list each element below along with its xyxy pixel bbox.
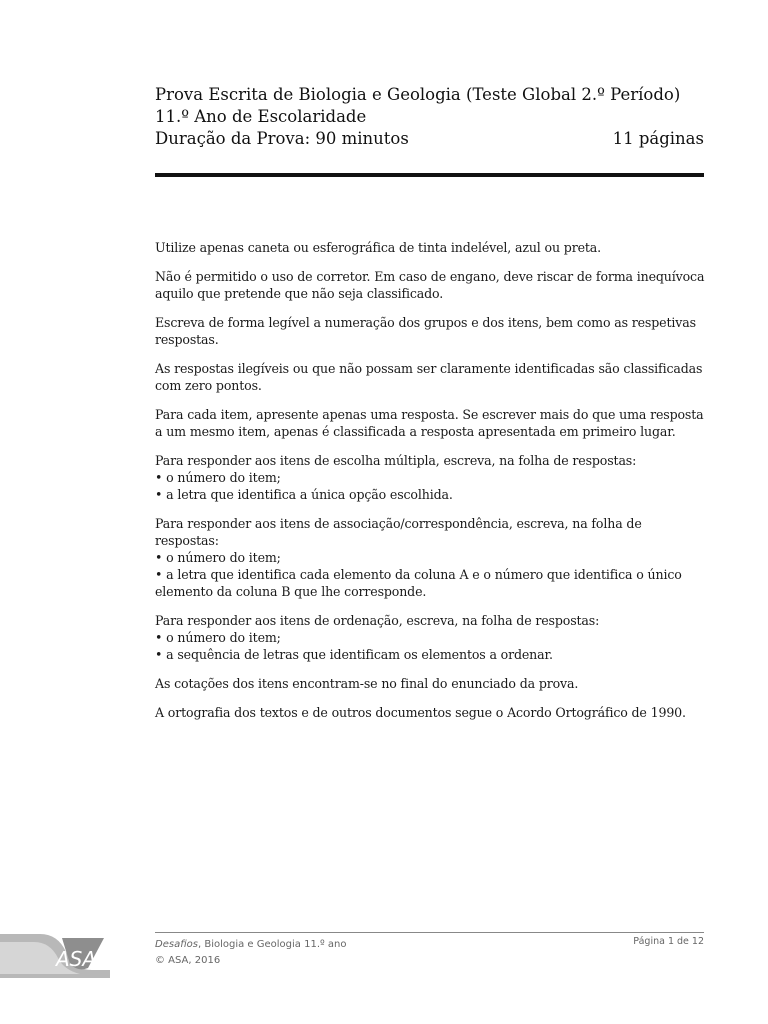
instruction-line: • o número do item; xyxy=(155,630,281,645)
instruction-line: Para responder aos itens de ordenação, escreva, na folha de respostas: xyxy=(155,613,600,628)
instruction-line: a um mesmo item, apenas é classificada a resposta apresentada em primeiro lugar. xyxy=(155,424,676,439)
instruction-line: aquilo que pretende que não seja classificado. xyxy=(155,286,444,301)
instruction-paragraph xyxy=(155,406,715,440)
instruction-line: As respostas ilegíveis ou que não possam ser claramente identificadas são classificadas xyxy=(155,361,703,376)
copyright: © ASA, 2016 xyxy=(155,955,221,966)
page-count: 11 páginas xyxy=(612,129,704,148)
instruction-line: Não é permitido o uso de corretor. Em caso de engano, deve riscar de forma inequívoca xyxy=(155,269,705,284)
book-title: Desafios xyxy=(155,939,198,950)
instruction-line: Utilize apenas caneta ou esferográfica de tinta indelével, azul ou preta. xyxy=(155,240,601,255)
exam-title: Prova Escrita de Biologia e Geologia (Teste Global 2.º Período) xyxy=(155,85,681,104)
instruction-line: Escreva de forma legível a numeração dos grupos e dos itens, bem como as respetivas xyxy=(155,315,696,330)
instructions-section xyxy=(155,239,715,733)
header-divider xyxy=(155,173,704,177)
logo-text: ASA xyxy=(56,947,97,971)
instruction-line: As cotações dos itens encontram-se no final do enunciado da prova. xyxy=(155,676,579,691)
book-reference xyxy=(155,937,347,953)
instruction-paragraph xyxy=(155,452,715,503)
instruction-paragraph xyxy=(155,704,715,721)
instruction-line: respostas. xyxy=(155,332,219,347)
footer-divider xyxy=(155,932,704,933)
school-year: 11.º Ano de Escolaridade xyxy=(155,107,367,126)
instruction-line: Para responder aos itens de associação/correspondência, escreva, na folha de xyxy=(155,516,642,531)
instruction-line: Para responder aos itens de escolha múltipla, escreva, na folha de respostas: xyxy=(155,453,637,468)
page-number: Página 1 de 12 xyxy=(633,936,704,947)
instruction-paragraph xyxy=(155,268,715,302)
instruction-paragraph xyxy=(155,612,715,663)
instruction-line: • a letra que identifica a única opção escolhida. xyxy=(155,487,453,502)
book-subtitle: , Biologia e Geologia 11.º ano xyxy=(197,939,347,950)
instruction-line: elemento da coluna B que lhe corresponde. xyxy=(155,584,427,599)
footer-credits xyxy=(155,937,347,969)
document-header xyxy=(155,84,704,150)
instruction-line: • a letra que identifica cada elemento da coluna A e o número que identifica o único xyxy=(155,567,682,582)
duration-row xyxy=(155,128,704,150)
exam-duration: Duração da Prova: 90 minutos xyxy=(155,129,409,148)
instruction-paragraph xyxy=(155,360,715,394)
asa-logo xyxy=(0,930,110,980)
instruction-paragraph xyxy=(155,515,715,600)
instruction-paragraph xyxy=(155,239,715,256)
instruction-line: • o número do item; xyxy=(155,470,281,485)
instruction-paragraph xyxy=(155,314,715,348)
instruction-line: • o número do item; xyxy=(155,550,281,565)
instruction-paragraph xyxy=(155,675,715,692)
instruction-line: A ortografia dos textos e de outros documentos segue o Acordo Ortográfico de 1990. xyxy=(155,705,686,720)
instruction-line: com zero pontos. xyxy=(155,378,262,393)
instruction-line: respostas: xyxy=(155,533,219,548)
instruction-line: • a sequência de letras que identificam os elementos a ordenar. xyxy=(155,647,553,662)
instruction-line: Para cada item, apresente apenas uma resposta. Se escrever mais do que uma resposta xyxy=(155,407,704,422)
